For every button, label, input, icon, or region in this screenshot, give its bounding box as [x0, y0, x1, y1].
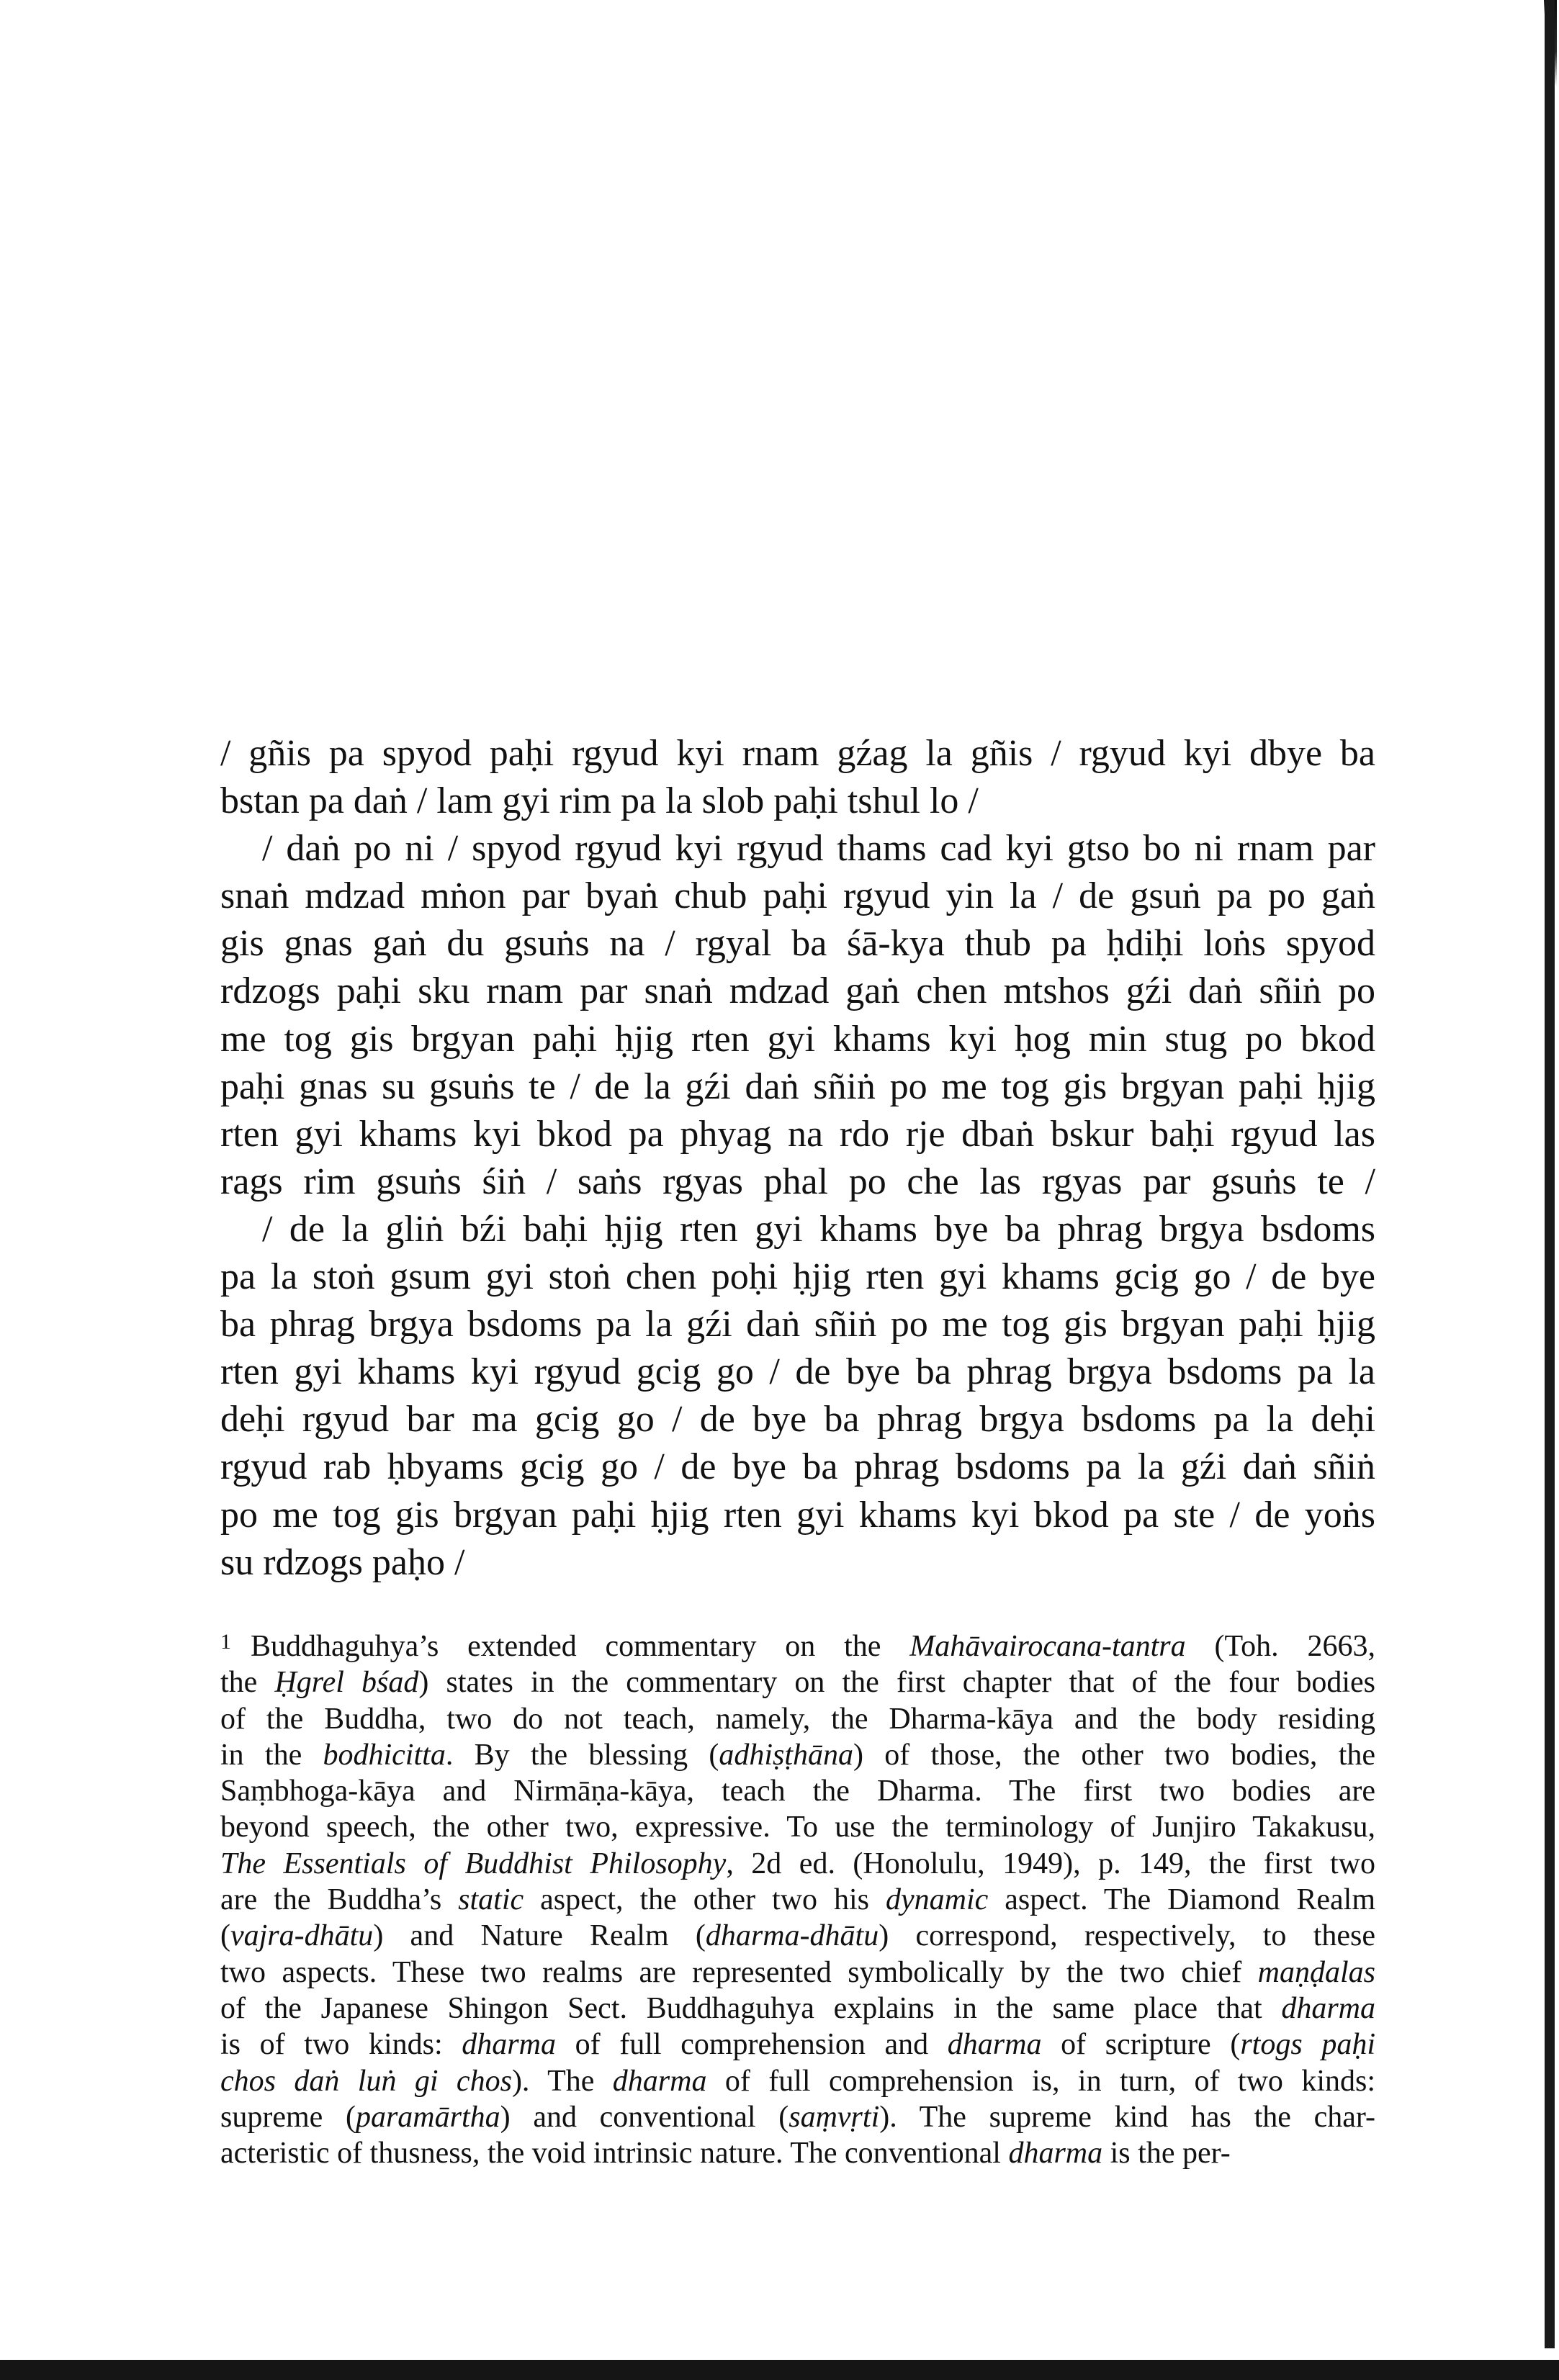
footnote-line: supreme (paramārtha) and conventional (saṃvṛti). The supreme kind has the char-: [220, 2100, 1375, 2134]
footnote-line: Saṃbhoga-kāya and Nirmāṇa-kāya, teach the Dharma. The first two bodies are: [220, 1775, 1375, 1808]
page-edge-line: [1545, 0, 1555, 2348]
main-text-line: rdzogs paḥi sku rnam par snaṅ mdzad gaṅ chen mtshos gźi daṅ sñiṅ po: [220, 970, 1375, 1012]
main-text-line: bstan pa daṅ / lam gyi rim pa la slob paḥi tshul lo /: [220, 780, 979, 822]
main-text-line: / gñis pa spyod paḥi rgyud kyi rnam gźag la gñis / rgyud kyi dbye ba: [220, 733, 1375, 774]
main-text-line: rten gyi khams kyi rgyud gcig go / de bye ba phrag brgya bsdoms pa la: [220, 1351, 1375, 1393]
footnote-line: two aspects. These two realms are represented symbolically by the two chief maṇḍalas: [220, 1955, 1375, 1989]
page-bottom-edge: [0, 2360, 1559, 2380]
main-text-line: pa la stoṅ gsum gyi stoṅ chen poḥi ḥjig rten gyi khams gcig go / de bye: [220, 1256, 1375, 1298]
footnote-block: [220, 1628, 1375, 2171]
main-text-block: [220, 730, 1375, 1587]
footnote-line-text: Buddhaguhya’s extended commentary on the Mahāvairocana-tantra (Toh. 2663,: [251, 1630, 1375, 1663]
footnote-line: in the bodhicitta. By the blessing (adhiṣṭhāna) of those, the other two bodies, the: [220, 1738, 1376, 1772]
main-text-line: gis gnas gaṅ du gsuṅs na / rgyal ba śā-kya thub pa ḥdiḥi loṅs spyod: [220, 923, 1375, 965]
main-text-line: rten gyi khams kyi bkod pa phyag na rdo rje dbaṅ bskur baḥi rgyud las: [220, 1113, 1375, 1155]
footnote-line: The Essentials of Buddhist Philosophy, 2d ed. (Honolulu, 1949), p. 149, the first two: [220, 1847, 1376, 1880]
footnote-line: the Ḥgrel bśad) states in the commentary on the first chapter that of the four bodies: [220, 1666, 1376, 1700]
footnote-line: are the Buddha’s static aspect, the other two his dynamic aspect. The Diamond Realm: [220, 1883, 1376, 1917]
main-text-line: rags rim gsuṅs śiṅ / saṅs rgyas phal po che las rgyas par gsuṅs te /: [220, 1160, 1375, 1202]
footnote-marker: 1: [220, 1630, 231, 1654]
main-text-line: snaṅ mdzad mṅon par byaṅ chub paḥi rgyud yin la / de gsuṅ pa po gaṅ: [220, 875, 1375, 917]
main-text-line: / daṅ po ni / spyod rgyud kyi rgyud thams cad kyi gtso bo ni rnam par: [262, 828, 1375, 870]
footnote-line: chos daṅ luṅ gi chos). The dharma of full comprehension is, in turn, of two kinds:: [220, 2064, 1376, 2098]
main-text-line: / de la gliṅ bźi baḥi ḥjig rten gyi khams bye ba phrag brgya bsdoms: [262, 1208, 1375, 1250]
main-text-line: deḥi rgyud bar ma gcig go / de bye ba phrag brgya bsdoms pa la deḥi: [220, 1399, 1375, 1441]
footnote-line: of the Japanese Shingon Sect. Buddhaguhya explains in the same place that dharma: [220, 1991, 1375, 2025]
main-text-line: me tog gis brgyan paḥi ḥjig rten gyi khams kyi ḥog min stug po bkod: [220, 1018, 1375, 1060]
main-text-line: su rdzogs paḥo /: [220, 1541, 465, 1583]
footnote-line: beyond speech, the other two, expressive. To use the terminology of Junjiro Takakusu,: [220, 1811, 1375, 1844]
footnote-line: (vajra-dhātu) and Nature Realm (dharma-dhātu) correspond, respectively, to these: [220, 1919, 1375, 1953]
main-text-line: rgyud rab ḥbyams gcig go / de bye ba phrag bsdoms pa la gźi daṅ sñiṅ: [220, 1446, 1375, 1488]
footnote-line: [220, 1628, 1375, 1664]
footnote-line: acteristic of thusness, the void intrinsic nature. The conventional dharma is the per-: [220, 2137, 1231, 2171]
footnote-line: is of two kinds: dharma of full comprehension and dharma of scripture (rtogs paḥi: [220, 2028, 1375, 2062]
main-text-line: ba phrag brgya bsdoms pa la gźi daṅ sñiṅ po me tog gis brgyan paḥi ḥjig: [220, 1304, 1375, 1345]
main-text-line: paḥi gnas su gsuṅs te / de la gźi daṅ sñiṅ po me tog gis brgyan paḥi ḥjig: [220, 1065, 1375, 1107]
main-text-line: po me tog gis brgyan paḥi ḥjig rten gyi khams kyi bkod pa ste / de yoṅs: [220, 1494, 1375, 1536]
footnote-line: of the Buddha, two do not teach, namely, the Dharma-kāya and the body residing: [220, 1702, 1375, 1736]
